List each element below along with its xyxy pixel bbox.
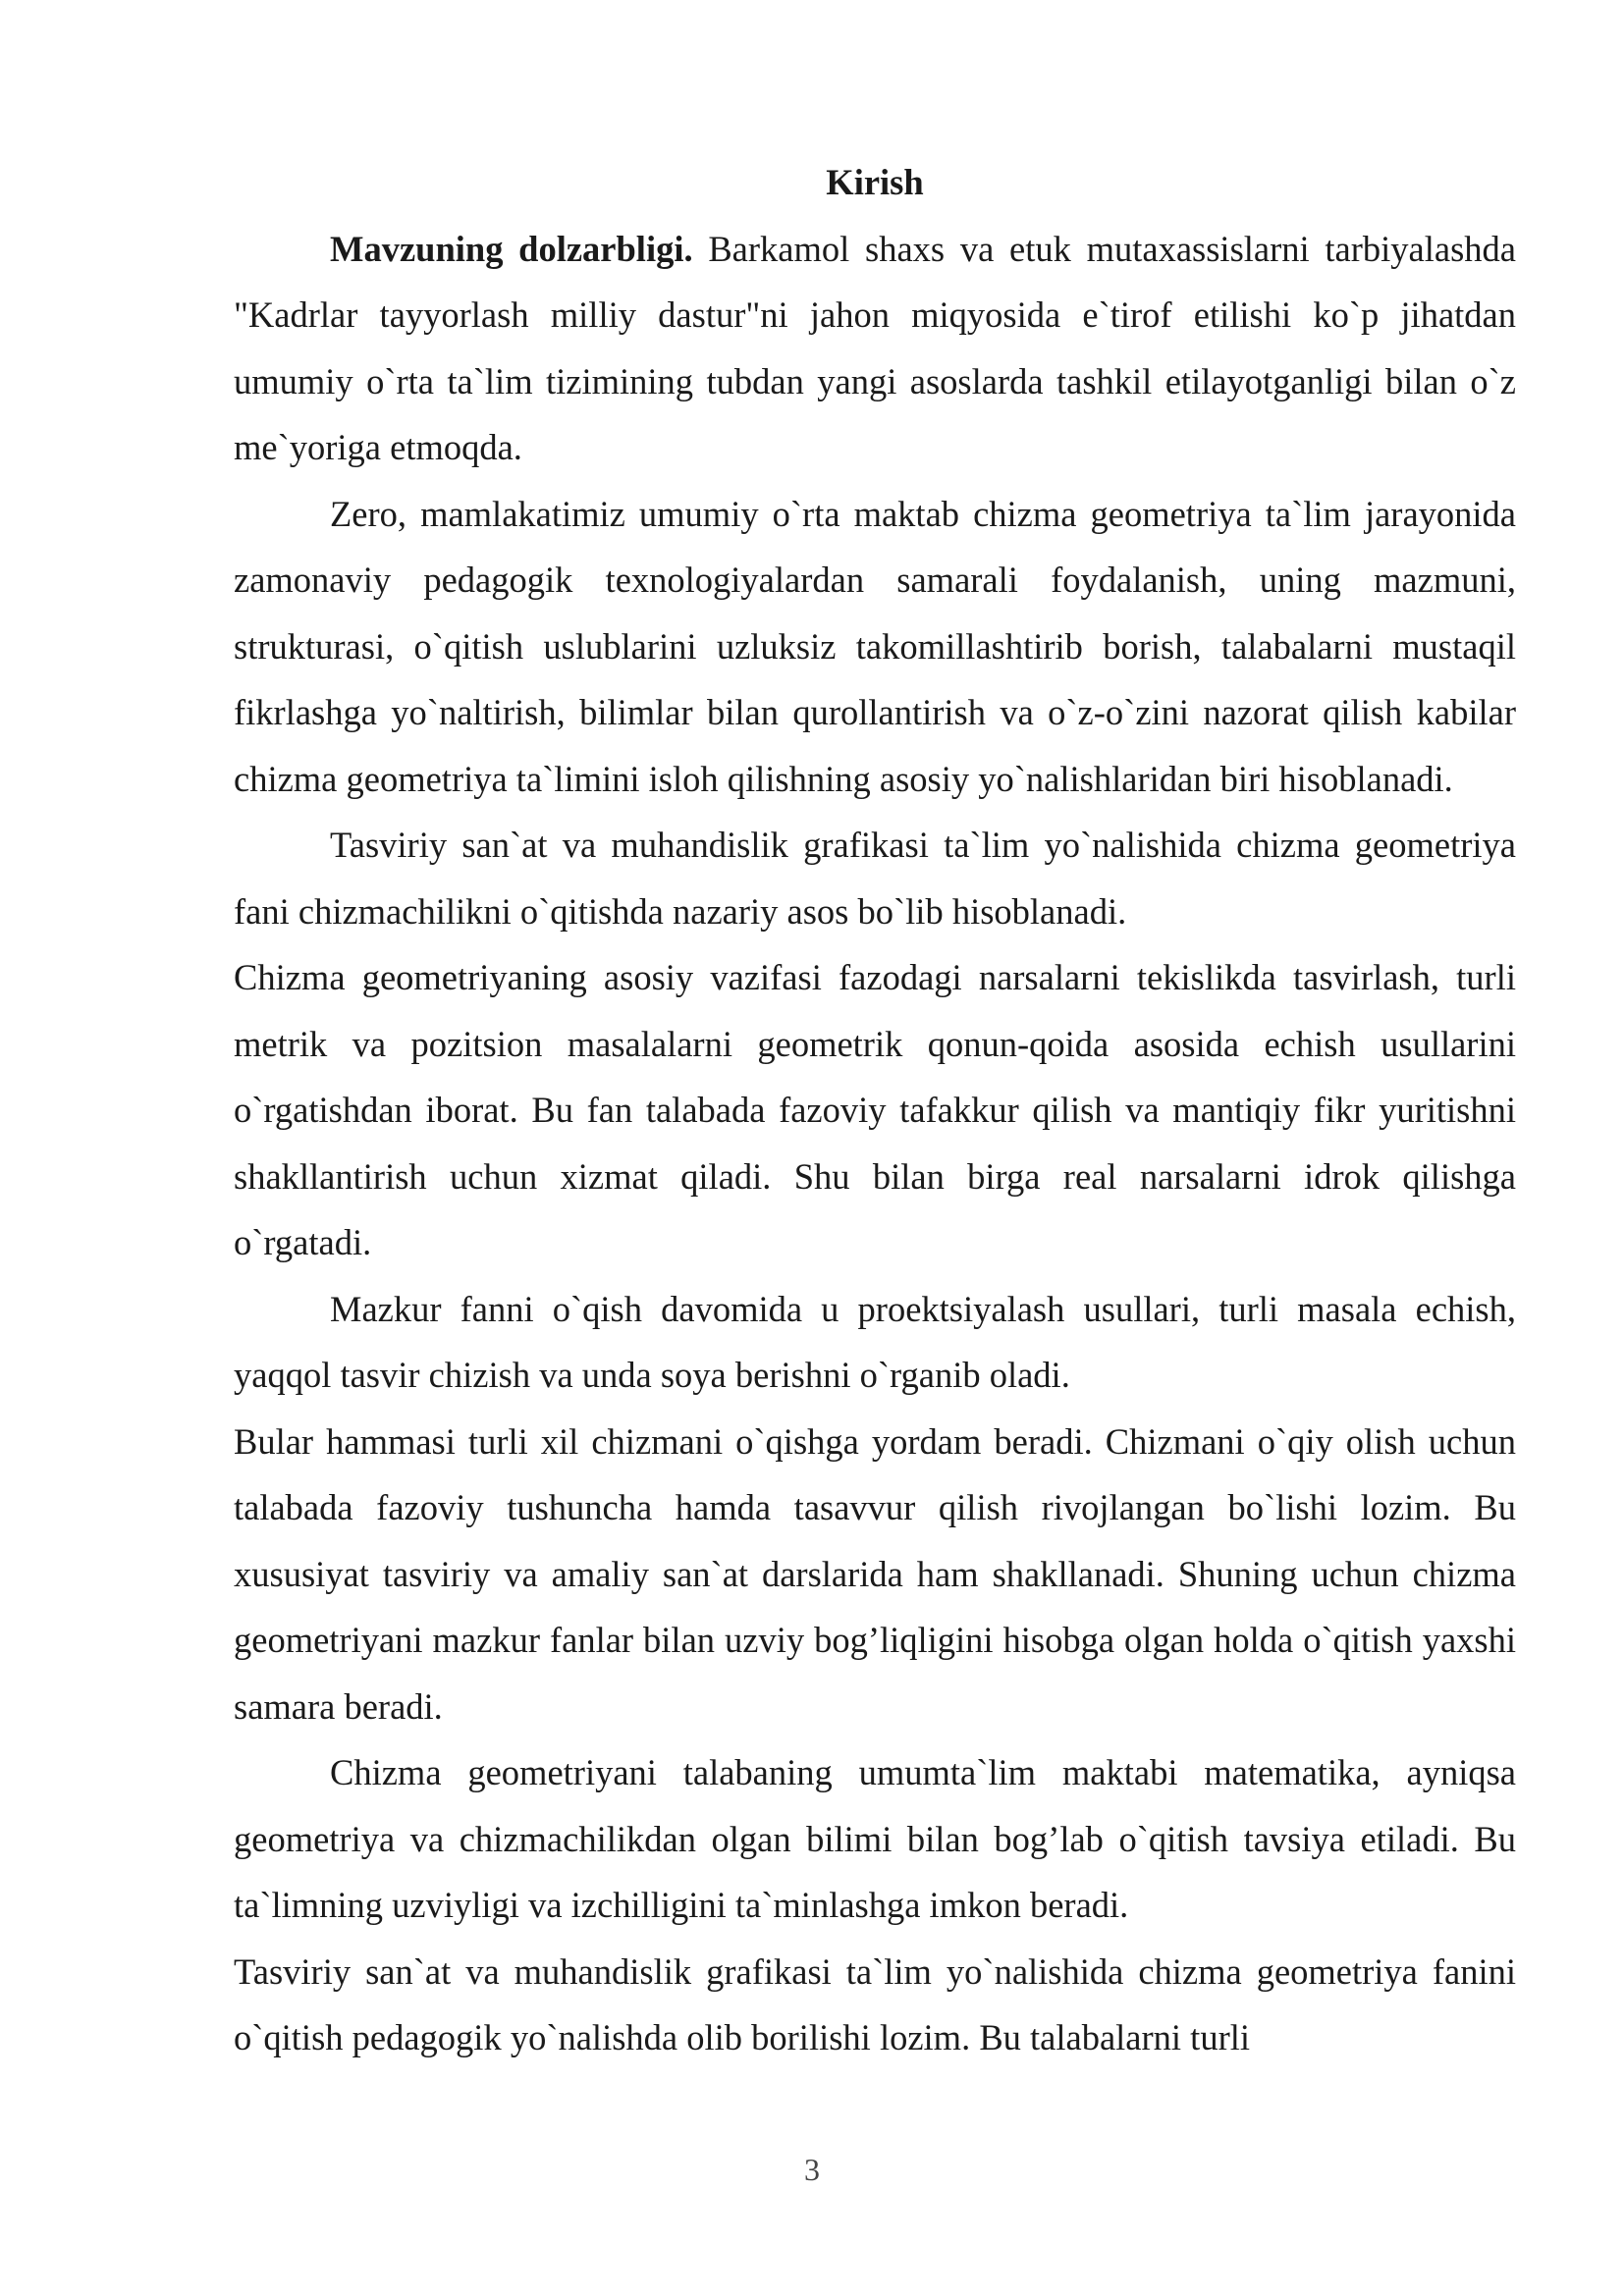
page-number: 3 bbox=[804, 2152, 820, 2187]
paragraph: Mazkur fanni o`qish davomida u proektsiyalash usullari, turli masala echish, yaqqol tasvir chizish va unda soya berishni o`rganib oladi. bbox=[234, 1288, 1516, 1395]
paragraph: Tasviriy san`at va muhandislik grafikasi ta`lim yo`nalishida chizma geometriya fanini o`qitish pedagogik yo`nalishda olib borilishi lozim. Bu talabalarni turli bbox=[234, 1950, 1516, 2057]
paragraph: Zero, mamlakatimiz umumiy o`rta maktab chizma geometriya ta`lim jarayonida zamonaviy pedagogik texnologiyalardan samarali foydalanish, uning mazmuni, strukturasi, o`qitish uslublarini uzluksiz takomillashtirib borish, talabalarni mustaqil fikrlashga yo`naltirish, bilimlar bilan qurollantirish va o`z-o`zini nazorat qilish kabilar chizma geometriya ta`limini isloh qilishning asosiy yo`nalishlaridan biri hisoblanadi. bbox=[234, 493, 1516, 799]
paragraph: Chizma geometriyani talabaning umumta`lim maktabi matematika, ayniqsa geometriya va chizmachilikdan olgan bilimi bilan bog’lab o`qitish tavsiya etiladi. Bu ta`limning uzviyligi va izchilligini ta`minlashga imkon beradi. bbox=[234, 1752, 1516, 1925]
paragraph-lead-bold: Mavzuning dolzarbligi. bbox=[330, 228, 693, 269]
section-title: Kirish bbox=[826, 162, 924, 202]
paragraph: Chizma geometriyaning asosiy vazifasi fazodagi narsalarni tekislikda tasvirlash, turli metrik va pozitsion masalalarni geometrik qonun-qoida asosida echish usullarini o`rgatishdan iborat. Bu fan talabada fazoviy tafakkur qilish va mantiqiy fikr yuritishni shakllantirish uchun xizmat qiladi. Shu bilan birga real narsalarni idrok qilishga o`rgatadi. bbox=[234, 957, 1516, 1262]
paragraph: Bular hammasi turli xil chizmani o`qishga yordam beradi. Chizmani o`qiy olish uchun talabada fazoviy tushuncha hamda tasavvur qilish rivojlangan bo`lishi lozim. Bu xususiyat tasviriy va amaliy san`at darslarida ham shakllanadi. Shuning uchun chizma geometriyani mazkur fanlar bilan uzviy bog’liqligini hisobga olgan holda o`qitish yaxshi samara beradi. bbox=[234, 1420, 1516, 1727]
paragraph-text: Barkamol shaxs va etuk mutaxassislarni tarbiyalashda "Kadrlar tayyorlash milliy dastur"ni jahon miqyosida e`tirof etilishi ko`p jihatdan umumiy o`rta ta`lim tizimining tubdan yangi asoslarda tashkil etilayotganligi bilan o`z me`yoriga etmoqda. bbox=[234, 228, 1516, 467]
paragraph: Tasviriy san`at va muhandislik grafikasi ta`lim yo`nalishida chizma geometriya fani chizmachilikni o`qitishda nazariy asos bo`lib hisoblanadi. bbox=[234, 825, 1516, 932]
page-content bbox=[234, 149, 1516, 2071]
paragraph-relevance bbox=[234, 216, 1516, 481]
